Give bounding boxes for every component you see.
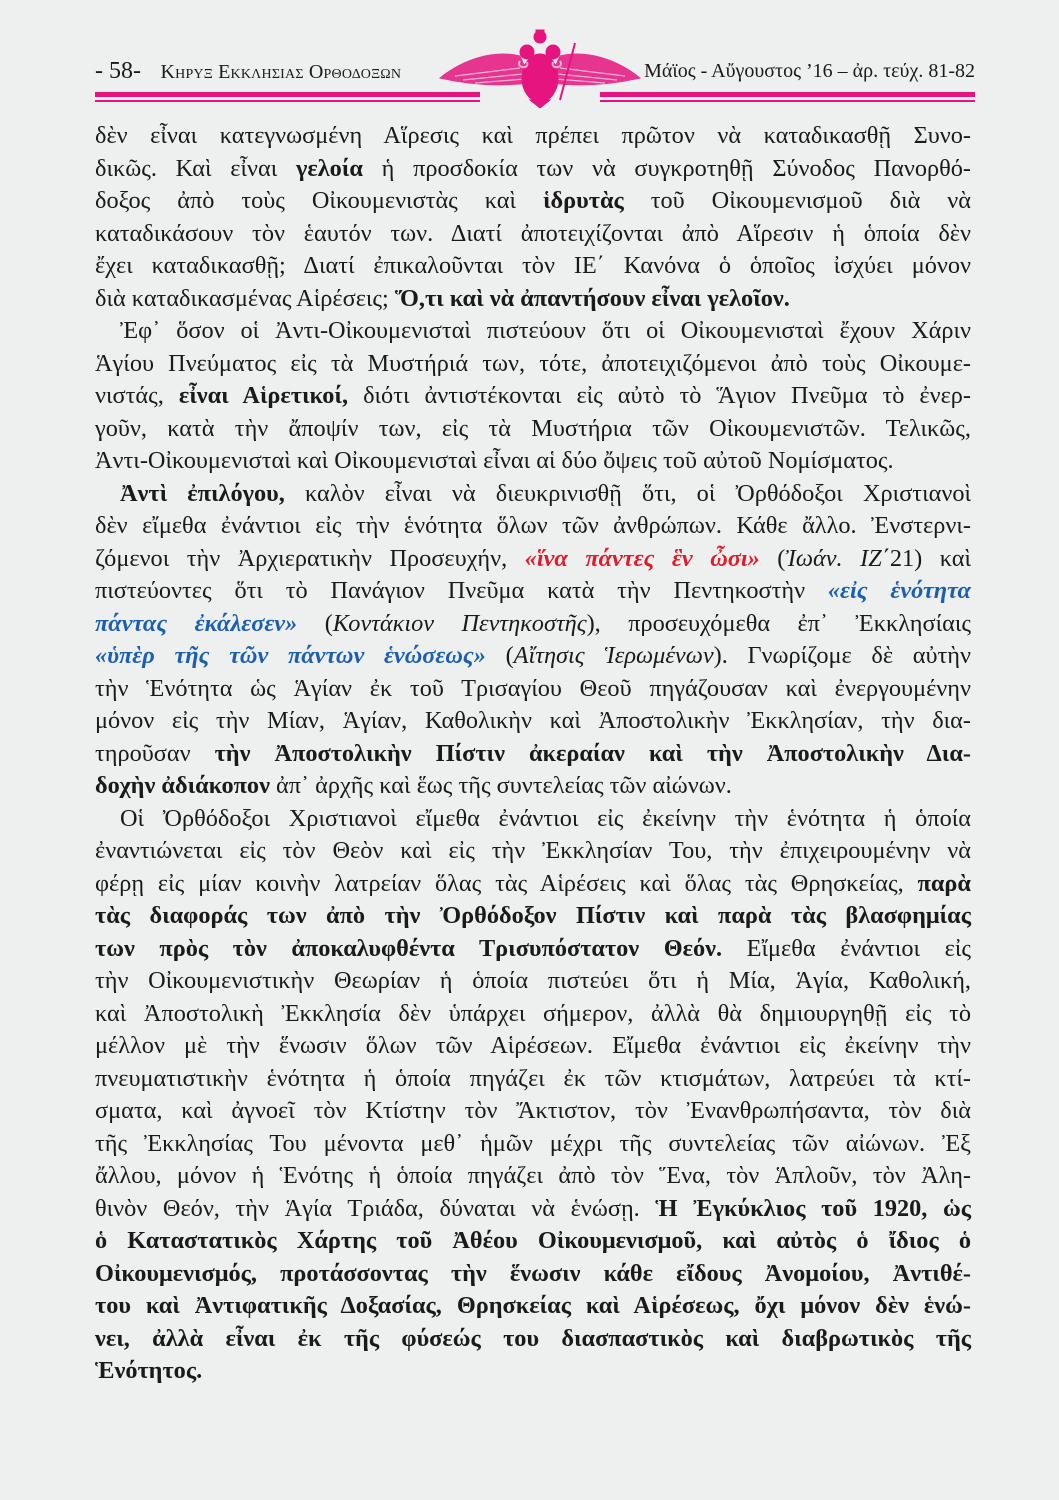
text-line bbox=[95, 218, 971, 251]
emphasis-text: Ἑνότητος. bbox=[95, 1357, 203, 1384]
text-line bbox=[95, 608, 971, 641]
body-text: πνευματιστικὴν ἑνότητα ἡ ὁποία πηγάζει ἐκ τῶν κτισμάτων, λατρεύει τὰ κτί- bbox=[95, 1064, 971, 1092]
text-line bbox=[95, 933, 971, 966]
body-text: μόνον εἰς τὴν Μίαν, Ἁγίαν, Καθολικὴν καὶ Ἀποστολικὴν Ἐκκλησίαν, τὴν δια- bbox=[95, 707, 971, 734]
emphasis-text: παρὰ bbox=[917, 869, 971, 897]
text-line bbox=[95, 1290, 971, 1323]
text-line bbox=[95, 348, 971, 381]
text-line bbox=[95, 1160, 971, 1193]
scripture-quote: «ἵνα πάντες ἓν ὦσι» bbox=[524, 544, 760, 572]
body-text: δικῶς. Καὶ εἶναι bbox=[95, 154, 296, 182]
text-line bbox=[95, 803, 971, 836]
body-text: διότι ἀντιστέκονται εἰς αὐτὸ τὸ Ἅγιον Πνεῦμα τὸ ἐνερ- bbox=[348, 382, 972, 409]
body-text: δὲν εἶναι κατεγνωσμένη Αἵρεσις καὶ πρέπει πρῶτον νὰ καταδικασθῇ Συνο- bbox=[95, 122, 971, 149]
emphasis-text: δοχὴν ἀδιάκοπον bbox=[95, 772, 270, 799]
body-text: Ἁγίου Πνεύματος εἰς τὰ Μυστήριά των, τότε, ἀποτειχιζόμενοι ἀπὸ τοὺς Οἰκουμε- bbox=[95, 349, 971, 377]
body-text: καταδικάσουν τὸν ἑαυτόν των. Διατί ἀποτειχίζονται ἀπὸ Αἵρεσιν ἡ ὁποία δὲν bbox=[95, 219, 971, 247]
citation-text: Ἰωάν. ΙΖ΄ bbox=[785, 544, 890, 572]
text-line bbox=[95, 835, 971, 868]
body-text: ( bbox=[485, 642, 514, 669]
text-line bbox=[95, 120, 971, 153]
text-line bbox=[95, 1030, 971, 1063]
body-text: τοῦ Οἰκουμενισμοῦ διὰ νὰ bbox=[623, 187, 972, 214]
body-text: δὲν εἴμεθα ἐνάντιοι εἰς τὴν ἑνότητα ὅλων τῶν ἀνθρώπων. Κάθε ἄλλο. Ἐνστερνι- bbox=[95, 512, 971, 539]
text-line bbox=[95, 315, 971, 348]
body-text: θινὸν Θεόν, τὴν Ἁγία Τριάδα, δύναται νὰ ἑνώσῃ. bbox=[95, 1194, 656, 1222]
body-text: ζόμενοι τὴν Ἀρχιερατικὴν Προσευχήν, bbox=[95, 544, 525, 572]
text-line bbox=[95, 673, 971, 706]
emphasis-text: Ἡ Ἐγκύκλιος τοῦ 1920, ὡς bbox=[655, 1194, 971, 1222]
body-text: τῆς Ἐκκλησίας Του μένοντα μεθ᾽ ἡμῶν μέχρι τῆς συντελείας τῶν αἰώνων. Ἐξ bbox=[95, 1129, 971, 1157]
text-line bbox=[95, 413, 971, 446]
page-number: - 58- bbox=[95, 58, 141, 84]
body-text: δοξος ἀπὸ τοὺς Οἰκουμενιστὰς καὶ bbox=[95, 187, 544, 214]
body-text: πιστεύοντες ὅτι τὸ Πανάγιον Πνεῦμα κατὰ τὴν Πεντηκοστὴν bbox=[95, 577, 828, 604]
article-body bbox=[95, 120, 971, 1388]
text-line bbox=[95, 965, 971, 998]
emphasis-text: ὁ Καταστατικὸς Χάρτης τοῦ Ἀθέου Οἰκουμενισμοῦ, καὶ αὐτὸς ὁ ἴδιος ὁ bbox=[95, 1227, 971, 1254]
publication-title: Κηρυξ Εκκλησιας Ορθοδοξων bbox=[160, 61, 402, 83]
body-text: Ἐφ᾽ ὅσον οἱ Ἀντι-Οἰκουμενισταὶ πιστεύουν ὅτι οἱ Οἰκουμενισταὶ ἔχουν Χάριν bbox=[120, 317, 971, 344]
header-rule-left-thick bbox=[95, 92, 480, 97]
emphasis-text: του καὶ Ἀντιφατικῆς Δοξασίας, Θρησκείας καὶ Αἱρέσεως, ὄχι μόνον δὲν ἑνώ- bbox=[95, 1292, 971, 1319]
body-text: ( bbox=[297, 609, 333, 637]
text-line bbox=[95, 738, 971, 771]
scripture-quote: «ὑπὲρ τῆς τῶν πάντων ἑνώσεως» bbox=[95, 642, 486, 669]
body-text: ἄλλου, μόνον ἡ Ἑνότης ἡ ὁποία πηγάζει ἀπὸ τὸν Ἕνα, τὸν Ἁπλοῦν, τὸν Ἀλη- bbox=[95, 1162, 971, 1189]
text-line bbox=[95, 1225, 971, 1258]
text-line bbox=[95, 1063, 971, 1096]
citation-text: Κοντάκιον Πεντηκοστῆς bbox=[332, 609, 587, 637]
body-text: Εἴμεθα ἐνάντιοι εἰς bbox=[722, 934, 972, 962]
text-line bbox=[95, 1128, 971, 1161]
text-line bbox=[95, 1095, 971, 1128]
page-header bbox=[95, 28, 975, 103]
body-text: νιστάς, bbox=[95, 382, 179, 409]
emphasis-text: Ἀντὶ ἐπιλόγου, bbox=[120, 479, 285, 507]
body-text: ἔχει καταδικασθῇ; Διατί ἐπικαλοῦνται τὸν ΙΕ΄ Κανόνα ὁ ὁποῖος ἰσχύει μόνον bbox=[95, 252, 971, 279]
emphasis-text: γελοία bbox=[295, 154, 363, 182]
emphasis-text: των πρὸς τὸν ἀποκαλυφθέντα Τρισυπόστατον Θεόν. bbox=[95, 934, 723, 962]
body-text: ( bbox=[759, 544, 786, 572]
body-text: καλὸν εἶναι νὰ διευκρινισθῇ ὅτι, οἱ Ὀρθόδοξοι Χριστιανοὶ bbox=[284, 479, 972, 507]
text-line bbox=[95, 998, 971, 1031]
citation-text: Αἴτησις Ἱερωμένων bbox=[513, 642, 714, 669]
body-text: γοῦν, κατὰ τὴν ἄποψίν των, εἰς τὰ Μυστήρια τῶν Οἰκουμενιστῶν. Τελικῶς, bbox=[95, 414, 971, 442]
body-text: τηροῦσαν bbox=[95, 739, 215, 767]
scripture-quote: πάντας ἐκάλεσεν» bbox=[95, 609, 298, 637]
body-text: Ἀντι-Οἰκουμενισταὶ καὶ Οἰκουμενισταὶ εἶναι αἱ δύο ὄψεις τοῦ αὐτοῦ Νομίσματος. bbox=[95, 447, 894, 474]
body-text: ), προσευχόμεθα ἐπ᾽ Ἐκκλησίαις bbox=[586, 609, 971, 637]
scripture-quote: «εἰς ἑνότητα bbox=[827, 577, 971, 604]
text-line bbox=[95, 640, 971, 673]
body-text: ). Γνωρίζομε δὲ αὐτὴν bbox=[713, 642, 971, 669]
text-line bbox=[95, 510, 971, 543]
body-text: ἀπ᾽ ἀρχῆς καὶ ἕως τῆς συντελείας τῶν αἰώνων. bbox=[269, 772, 732, 799]
header-rule-left-thin bbox=[95, 100, 480, 102]
text-line bbox=[95, 283, 971, 316]
text-line bbox=[95, 770, 971, 803]
text-line bbox=[95, 250, 971, 283]
text-line bbox=[95, 185, 971, 218]
body-text: φέρῃ εἰς μίαν κοινὴν λατρείαν ὅλας τὰς Αἱρέσεις καὶ ὅλας τὰς Θρησκείας, bbox=[95, 869, 918, 897]
body-text: ἡ προσδοκία των νὰ συγκροτηθῇ Σύνοδος Πανορθό- bbox=[362, 154, 971, 182]
emphasis-text: εἶναι Αἱρετικοί, bbox=[178, 382, 349, 409]
text-line bbox=[95, 1193, 971, 1226]
paragraph bbox=[95, 478, 971, 803]
text-line bbox=[95, 1258, 971, 1291]
body-text: διὰ καταδικασμένας Αἱρέσεις; bbox=[95, 284, 395, 312]
paragraph bbox=[95, 803, 971, 1388]
paragraph bbox=[95, 120, 971, 315]
text-line bbox=[95, 1323, 971, 1356]
header-rule-right-thin bbox=[600, 100, 975, 102]
text-line bbox=[95, 445, 971, 478]
emphasis-text: Ὅ,τι καὶ νὰ ἀπαντήσουν εἶναι γελοῖον. bbox=[394, 284, 790, 312]
text-line bbox=[95, 575, 971, 608]
body-text: 21) καὶ bbox=[889, 544, 972, 572]
text-line bbox=[95, 868, 971, 901]
body-text: τὴν Ἑνότητα ὡς Ἁγίαν ἐκ τοῦ Τρισαγίου Θεοῦ πηγάζουσαν καὶ ἐνεργουμένην bbox=[95, 674, 971, 702]
emphasis-text: τὴν Ἀποστολικὴν Πίστιν ἀκεραίαν καὶ τὴν Ἀποστολικὴν Δια- bbox=[214, 739, 971, 767]
emphasis-text: νει, ἀλλὰ εἶναι ἐκ τῆς φύσεώς του διασπαστικὸς καὶ διαβρωτικὸς τῆς bbox=[95, 1324, 971, 1352]
header-left bbox=[95, 58, 401, 85]
body-text: σματα, καὶ ἀγνοεῖ τὸν Κτίστην τὸν Ἄκτιστον, τὸν Ἐνανθρωπήσαντα, τὸν διὰ bbox=[95, 1097, 971, 1124]
text-line bbox=[95, 153, 971, 186]
body-text: τὴν Οἰκουμενιστικὴν Θεωρίαν ἡ ὁποία πιστεύει ὅτι ἡ Μία, Ἁγία, Καθολική, bbox=[95, 967, 971, 994]
header-rule-right-thick bbox=[600, 92, 975, 97]
body-text: ἐναντιώνεται εἰς τὸν Θεὸν καὶ εἰς τὴν Ἐκκλησίαν Του, τὴν ἐπιχειρουμένην νὰ bbox=[95, 837, 971, 864]
body-text: καὶ Ἀποστολικὴ Ἐκκλησία δὲν ὑπάρχει σήμερον, ἀλλὰ θὰ δημιουργηθῇ εἰς τὸ bbox=[95, 999, 971, 1027]
text-line bbox=[95, 543, 971, 576]
text-line bbox=[95, 900, 971, 933]
text-line bbox=[95, 705, 971, 738]
text-line bbox=[95, 380, 971, 413]
emphasis-text: τὰς διαφοράς των ἀπὸ τὴν Ὀρθόδοξον Πίστιν καὶ παρὰ τὰς βλασφημίας bbox=[95, 902, 971, 929]
emphasis-text: Οἰκουμενισμός, προτάσσοντας τὴν ἕνωσιν κάθε εἴδους Ἀνομοίου, Ἀντιθέ- bbox=[95, 1259, 971, 1287]
issue-info: Μάϊος - Αὔγουστος ’16 – ἀρ. τεύχ. 81-82 bbox=[644, 60, 975, 82]
body-text: μέλλον μὲ τὴν ἕνωσιν ὅλων τῶν Αἱρέσεων. Εἴμεθα ἐνάντιοι εἰς ἐκείνην τὴν bbox=[95, 1032, 971, 1059]
emphasis-text: ἱδρυτὰς bbox=[543, 187, 624, 214]
text-line bbox=[95, 478, 971, 511]
text-line bbox=[95, 1355, 971, 1388]
body-text: Οἱ Ὀρθόδοξοι Χριστιανοὶ εἴμεθα ἐνάντιοι εἰς ἐκείνην τὴν ἑνότητα ἡ ὁποία bbox=[120, 804, 971, 832]
paragraph bbox=[95, 315, 971, 478]
